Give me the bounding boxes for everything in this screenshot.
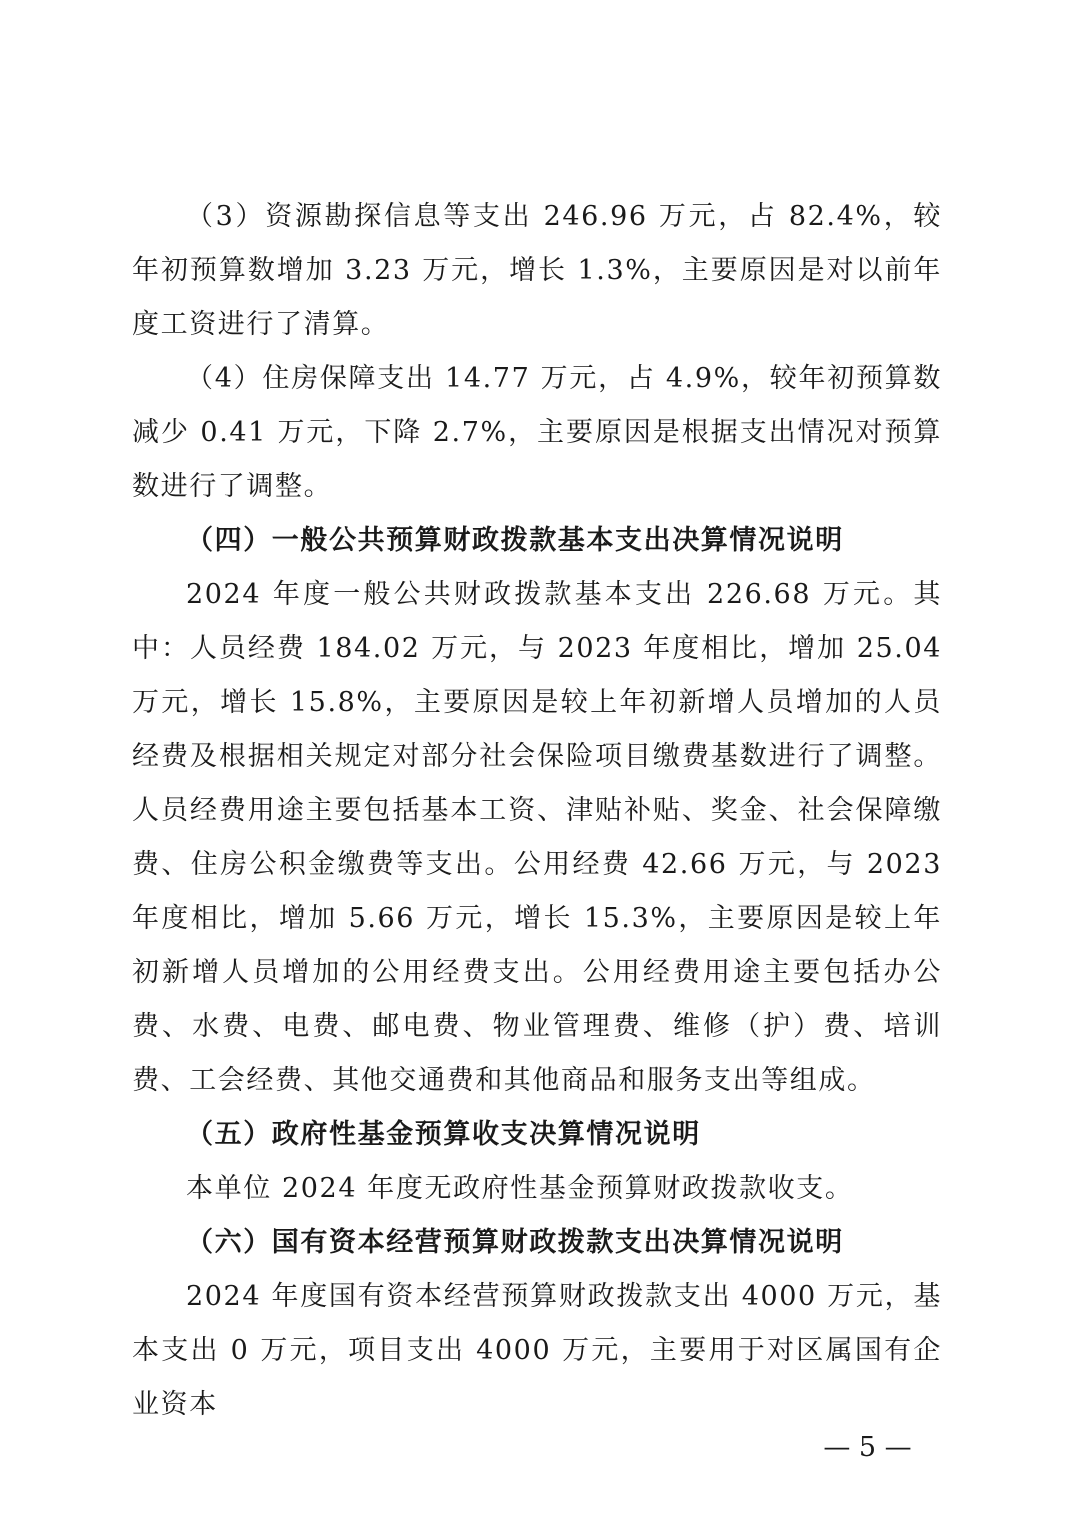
paragraph-basic-expenditure: 2024 年度一般公共财政拨款基本支出 226.68 万元。其中：人员经费 184.02 万元，与 2023 年度相比，增加 25.04 万元，增长 15.8%，主要原因是较上年初新增人员增加的人员经费及根据相关规定对部分社会保险项目缴费基数进行了调整。人员经费用途主要包括基本工资、津贴补贴、奖金、社会保障缴费、住房公积金缴费等支出。公用经费 42.66 万元，与 2023 年度相比，增加 5.66 万元，增长 15.3%，主要原因是较上年初新增人员增加的公用经费支出。公用经费用途主要包括办公费、水费、电费、邮电费、物业管理费、维修（护）费、培训费、工会经费、其他交通费和其他商品和服务支出等组成。 bbox=[132, 579, 942, 1096]
paragraph-state-capital: 2024 年度国有资本经营预算财政拨款支出 4000 万元，基本支出 0 万元，项目支出 4000 万元，主要用于对区属国有企业资本 bbox=[132, 1281, 942, 1420]
paragraph-resource-exploration: （3）资源勘探信息等支出 246.96 万元，占 82.4%，较年初预算数增加 3.23 万元，增长 1.3%，主要原因是对以前年度工资进行了清算。 bbox=[132, 201, 942, 340]
section-heading-4: （四）一般公共预算财政拨款基本支出决算情况说明 bbox=[186, 525, 844, 556]
paragraph-government-fund: 本单位 2024 年度无政府性基金预算财政拨款收支。 bbox=[186, 1173, 854, 1204]
section-heading-5: （五）政府性基金预算收支决算情况说明 bbox=[186, 1119, 701, 1150]
section-heading-6: （六）国有资本经营预算财政拨款支出决算情况说明 bbox=[186, 1227, 844, 1258]
page-number: — 5 — bbox=[823, 1432, 912, 1463]
document-body bbox=[132, 190, 942, 1432]
paragraph-housing-security: （4）住房保障支出 14.77 万元，占 4.9%，较年初预算数减少 0.41 万元，下降 2.7%，主要原因是根据支出情况对预算数进行了调整。 bbox=[132, 363, 942, 502]
